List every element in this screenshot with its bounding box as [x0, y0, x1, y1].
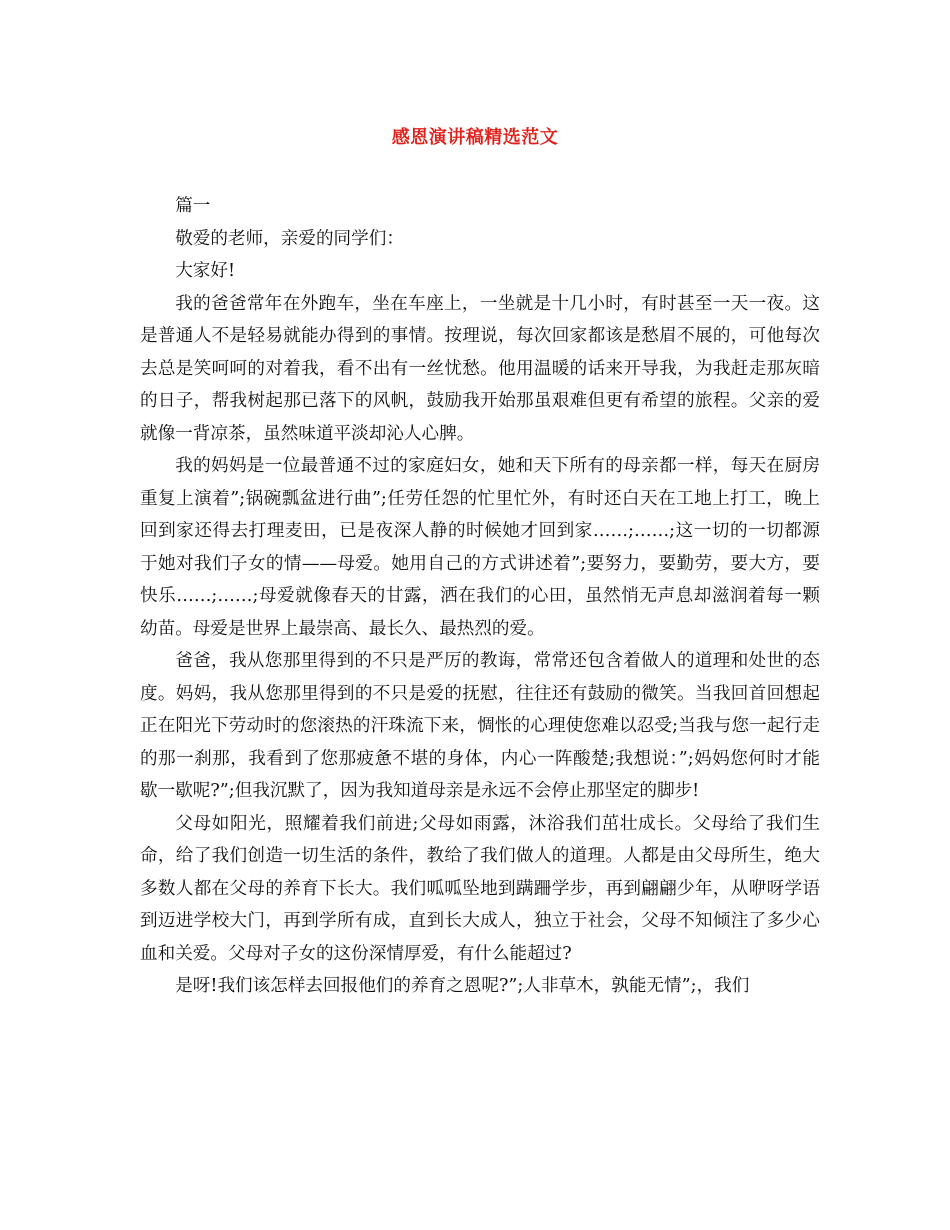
- greeting: 大家好!: [175, 261, 236, 281]
- salutation: 敬爱的老师，亲爱的同学们：: [175, 228, 404, 249]
- paragraph-repay: 是呀!我们该怎样去回报他们的养育之恩呢?”;人非草木，孰能无情”;，我们: [175, 976, 750, 996]
- section-heading: 篇一: [175, 196, 211, 216]
- document-title: 感恩演讲稿精选范文: [391, 127, 559, 148]
- paragraph-parents-love: 父母如阳光，照耀着我们前进;父母如雨露，沐浴我们茁壮成长。父母给了我们生命，给了我们创造一切生活的条件，教给了我们做人的道理。人都是由父母所生，绝大多数人都在父母的养育下长大。我们呱呱坠地到蹒跚学步，再到翩翩少年，从咿呀学语到迈进学校大门，再到学所有成，直到长大成人，独立于社会，父母不知倾注了多少心血和关爱。父母对子女的这份深情厚爱，有什么能超过?: [140, 813, 820, 964]
- document-body: [140, 190, 820, 1003]
- paragraph-parents-teaching: 爸爸，我从您那里得到的不只是严厉的教诲，常常还包含着做人的道理和处世的态度。妈妈，我从您那里得到的不只是爱的抚慰，往往还有鼓励的微笑。当我回首回想起正在阳光下劳动时的您滚热的汗珠流下来，惆怅的心理使您难以忍受;当我与您一起行走的那一刹那，我看到了您那疲惫不堪的身体，内心一阵酸楚;我想说：”;妈妈您何时才能歇一歇呢?”;但我沉默了，因为我知道母亲是永远不会停止那坚定的脚步!: [140, 651, 820, 801]
- paragraph-father: 我的爸爸常年在外跑车，坐在车座上，一坐就是十几小时，有时甚至一天一夜。这是普通人不是轻易就能办得到的事情。按理说，每次回家都该是愁眉不展的，可他每次去总是笑呵呵的对着我，看不出有一丝忧愁。他用温暖的话来开导我，为我赶走那灰暗的日子，帮我树起那已落下的风帆，鼓励我开始那虽艰难但更有希望的旅程。父亲的爱就像一背凉茶，虽然味道平淡却沁人心脾。: [140, 293, 820, 444]
- paragraph-mother: 我的妈妈是一位最普通不过的家庭妇女，她和天下所有的母亲都一样，每天在厨房重复上演着”;锅碗瓢盆进行曲”;任劳任怨的忙里忙外，有时还白天在工地上打工，晚上回到家还得去打理麦田，已是夜深人静的时候她才回到家……;……;这一切的一切都源于她对我们子女的情——母爱。她用自己的方式讲述着”;要努力，要勤劳，要大方，要快乐……;……;母爱就像春天的甘露，洒在我们的心田，虽然悄无声息却滋润着每一颗幼苗。母爱是世界上最崇高、最长久、最热烈的爱。: [140, 456, 820, 639]
